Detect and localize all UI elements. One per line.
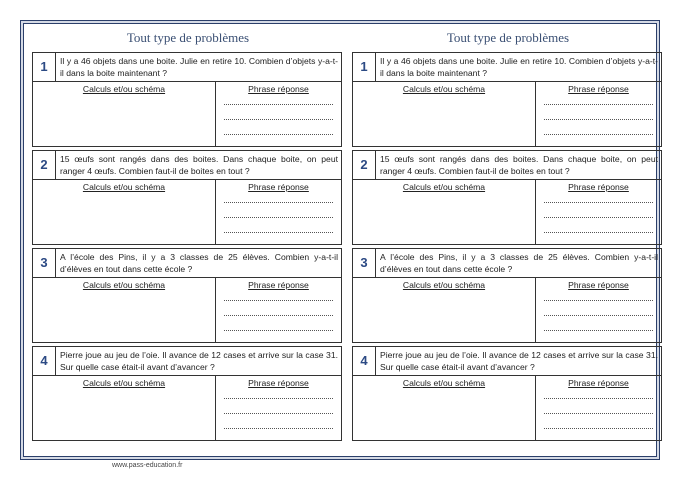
problem-number: 2 [33, 151, 56, 179]
problem-card-4 [32, 346, 342, 441]
calc-area[interactable] [33, 376, 216, 441]
answer-line[interactable] [544, 300, 653, 301]
problem-number: 1 [33, 53, 56, 81]
worksheet-right [352, 24, 664, 444]
problem-number: 3 [33, 249, 56, 277]
calc-area[interactable] [353, 376, 536, 441]
answer-line[interactable] [224, 217, 333, 218]
answer-label: Phrase réponse [248, 280, 309, 290]
problem-number: 4 [353, 347, 376, 375]
problem-text: 15 œufs sont rangés dans des boites. Dans chaque boite, on peut ranger 4 œufs. Combien faut-il de boites en tout ? [60, 154, 338, 176]
problem-card-1 [32, 52, 342, 147]
answer-line[interactable] [544, 428, 653, 429]
calc-area[interactable] [353, 180, 536, 245]
answer-label: Phrase réponse [568, 378, 629, 388]
answer-line[interactable] [544, 413, 653, 414]
problem-card-1 [352, 52, 662, 147]
answer-line[interactable] [544, 104, 653, 105]
problem-card-2 [352, 150, 662, 245]
problem-text: Il y a 46 objets dans une boite. Julie en retire 10. Combien d’objets y-a-t-il dans la boite maintenant ? [380, 56, 658, 78]
calc-area[interactable] [33, 180, 216, 245]
answer-label: Phrase réponse [568, 182, 629, 192]
answer-area[interactable] [216, 180, 341, 245]
worksheet-inner-frame [23, 23, 657, 457]
answer-line[interactable] [224, 104, 333, 105]
problem-number: 3 [353, 249, 376, 277]
answer-line[interactable] [224, 232, 333, 233]
calc-label: Calculs et/ou schéma [82, 182, 166, 192]
answer-area[interactable] [216, 376, 341, 441]
answer-line[interactable] [224, 134, 333, 135]
problem-text: Pierre joue au jeu de l’oie. Il avance de 12 cases et arrive sur la case 31. Sur quelle case était-il avant d’avancer ? [380, 350, 658, 372]
problem-text: Pierre joue au jeu de l’oie. Il avance de 12 cases et arrive sur la case 31. Sur quelle case était-il avant d’avancer ? [60, 350, 338, 372]
answer-line[interactable] [544, 217, 653, 218]
answer-label: Phrase réponse [568, 84, 629, 94]
calc-label: Calculs et/ou schéma [82, 378, 166, 388]
problem-card-3 [352, 248, 662, 343]
problem-number: 4 [33, 347, 56, 375]
problem-card-4 [352, 346, 662, 441]
answer-line[interactable] [224, 398, 333, 399]
answer-area[interactable] [536, 278, 661, 343]
sheet-title: Tout type de problèmes [446, 30, 570, 45]
answer-line[interactable] [544, 330, 653, 331]
answer-line[interactable] [224, 119, 333, 120]
answer-area[interactable] [216, 82, 341, 147]
answer-area[interactable] [216, 278, 341, 343]
calc-label: Calculs et/ou schéma [402, 182, 486, 192]
problem-number: 2 [353, 151, 376, 179]
problem-number: 1 [353, 53, 376, 81]
answer-label: Phrase réponse [568, 280, 629, 290]
answer-line[interactable] [544, 134, 653, 135]
sheet-title: Tout type de problèmes [126, 30, 250, 45]
answer-label: Phrase réponse [248, 84, 309, 94]
answer-line[interactable] [224, 428, 333, 429]
calc-area[interactable] [33, 278, 216, 343]
problem-card-2 [32, 150, 342, 245]
answer-line[interactable] [224, 202, 333, 203]
worksheet-left [32, 24, 344, 444]
answer-area[interactable] [536, 376, 661, 441]
answer-line[interactable] [224, 300, 333, 301]
problem-text: Il y a 46 objets dans une boite. Julie en retire 10. Combien d’objets y-a-t-il dans la boite maintenant ? [60, 56, 338, 78]
answer-line[interactable] [544, 119, 653, 120]
footer-url: www.pass-education.fr [112, 462, 183, 469]
answer-label: Phrase réponse [248, 378, 309, 388]
answer-area[interactable] [536, 180, 661, 245]
problem-text: 15 œufs sont rangés dans des boites. Dans chaque boite, on peut ranger 4 œufs. Combien faut-il de boites en tout ? [380, 154, 658, 176]
answer-line[interactable] [224, 315, 333, 316]
answer-line[interactable] [224, 413, 333, 414]
problem-text: A l’école des Pins, il y a 3 classes de 25 élèves. Combien y-a-t-il d’élèves en tout dans cette école ? [380, 252, 658, 274]
answer-line[interactable] [544, 315, 653, 316]
answer-line[interactable] [224, 330, 333, 331]
calc-area[interactable] [353, 278, 536, 343]
calc-label: Calculs et/ou schéma [402, 84, 486, 94]
answer-line[interactable] [544, 232, 653, 233]
calc-label: Calculs et/ou schéma [402, 378, 486, 388]
problem-card-3 [32, 248, 342, 343]
worksheet-frame [20, 20, 660, 460]
calc-label: Calculs et/ou schéma [402, 280, 486, 290]
problem-text: A l’école des Pins, il y a 3 classes de 25 élèves. Combien y-a-t-il d’élèves en tout dans cette école ? [60, 252, 338, 274]
calc-area[interactable] [353, 82, 536, 147]
calc-area[interactable] [33, 82, 216, 147]
answer-line[interactable] [544, 398, 653, 399]
answer-line[interactable] [544, 202, 653, 203]
answer-label: Phrase réponse [248, 182, 309, 192]
calc-label: Calculs et/ou schéma [82, 280, 166, 290]
answer-area[interactable] [536, 82, 661, 147]
calc-label: Calculs et/ou schéma [82, 84, 166, 94]
